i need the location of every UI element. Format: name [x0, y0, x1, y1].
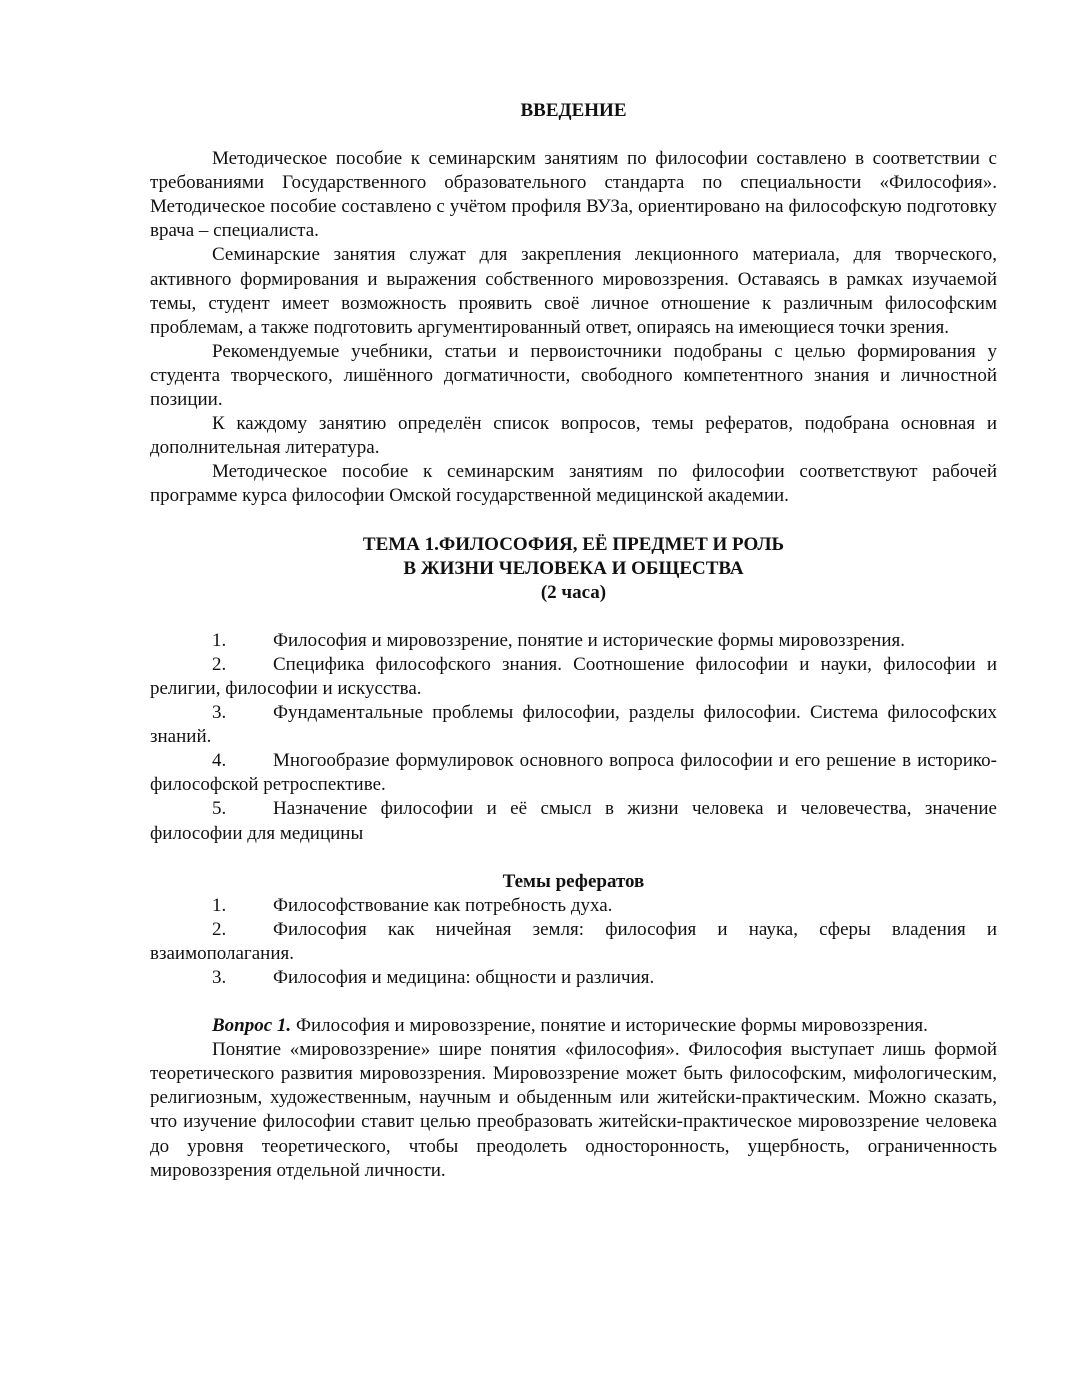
question-1-heading-text: Философия и мировоззрение, понятие и исторические формы мировоззрения. — [291, 1015, 928, 1037]
intro-paragraph-2: Семинарские занятия служат для закрепления лекционного материала, для творческого, активного формирования и выражения собственного мировоззрения. Оставаясь в рамках изучаемой темы, студент имеет возможность проявить своё личное отношение к различным философским проблемам, а также подготовить аргументированный ответ, опираясь на имеющиеся точки зрения. — [150, 244, 997, 338]
list-item-text: Философия и мировоззрение, понятие и исторические формы мировоззрения. — [273, 629, 905, 651]
topic-hours: (2 часа) — [540, 581, 607, 603]
question-1-label: Вопрос 1. — [212, 1015, 292, 1037]
topic-heading — [150, 533, 997, 605]
list-item — [150, 749, 997, 797]
list-item-number: 2. — [212, 653, 227, 675]
list-item-number: 2. — [212, 918, 227, 940]
list-item-text: Фундаментальные проблемы философии, разделы философии. Система философских знаний. — [150, 702, 997, 748]
list-item-text: Философия и медицина: общности и различия. — [273, 967, 655, 988]
list-item-text: Многообразие формулировок основного вопроса философии и его решение в историко-философской ретроспективе. — [150, 750, 997, 796]
question-1-section — [150, 1014, 997, 1183]
intro-paragraph-3: Рекомендуемые учебники, статьи и первоисточники подобраны с целью формирования у студента творческого, лишённого догматичности, свободного компетентного знания и личностной позиции. — [150, 340, 997, 411]
list-item — [150, 966, 997, 990]
topic-questions-list — [150, 629, 997, 846]
topic-title-line-1: ТЕМА 1.ФИЛОСОФИЯ, ЕЁ ПРЕДМЕТ И РОЛЬ — [362, 533, 785, 555]
list-item-number: 3. — [212, 967, 227, 988]
list-item-number: 1. — [212, 629, 227, 651]
list-item — [150, 918, 997, 966]
topic-title-line-2: В ЖИЗНИ ЧЕЛОВЕКА И ОБЩЕСТВА — [403, 557, 744, 579]
list-item-text: Философия как ничейная земля: философия и наука, сферы владения и взаимополагания. — [150, 918, 997, 964]
question-1-paragraph: Понятие «мировоззрение» шире понятия «философия». Философия выступает лишь формой теоретического развития мировоззрения. Мировоззрение может быть философским, мифологическим, религиозным, художественным, научным и обыденным или житейски-практическим. Можно сказать, что изучение философии ставит целью преобразовать житейски-практическое мировоззрение человека до уровня теоретического, чтобы преодолеть односторонность, ущербность, ограниченность мировоззрения отдельной личности. — [150, 1039, 997, 1181]
list-item-number: 3. — [212, 702, 227, 724]
list-item-number: 4. — [212, 750, 227, 772]
list-item-text: Назначение философии и её смысл в жизни человека и человечества, значение философии для медицины — [150, 798, 997, 844]
list-item — [150, 797, 997, 845]
intro-title: ВВЕДЕНИЕ — [520, 100, 627, 121]
question-1-heading — [150, 1014, 997, 1038]
list-item — [150, 653, 997, 701]
intro-paragraph-5: Методическое пособие к семинарским занятиям по философии соответствуют рабочей программе курса философии Омской государственной медицинской академии. — [150, 461, 997, 507]
list-item-text: Специфика философского знания. Соотношение философии и науки, философии и религии, философии и искусства. — [150, 653, 997, 699]
list-item — [150, 701, 997, 749]
essays-list — [150, 894, 997, 990]
intro-paragraph-4: К каждому занятию определён список вопросов, темы рефератов, подобрана основная и дополнительная литература. — [150, 413, 997, 459]
list-item — [150, 894, 997, 918]
intro-paragraph-1: Методическое пособие к семинарским занятиям по философии составлено в соответствии с требованиями Государственного образовательного стандарта по специальности «Философия». Методическое пособие составлено с учётом профиля ВУЗа, ориентировано на философскую подготовку врача – специалиста. — [150, 148, 997, 242]
list-item-number: 1. — [212, 894, 227, 916]
list-item-number: 5. — [212, 798, 227, 820]
essays-title: Темы рефератов — [502, 870, 645, 892]
list-item — [150, 629, 997, 653]
list-item-text: Философствование как потребность духа. — [273, 894, 613, 916]
